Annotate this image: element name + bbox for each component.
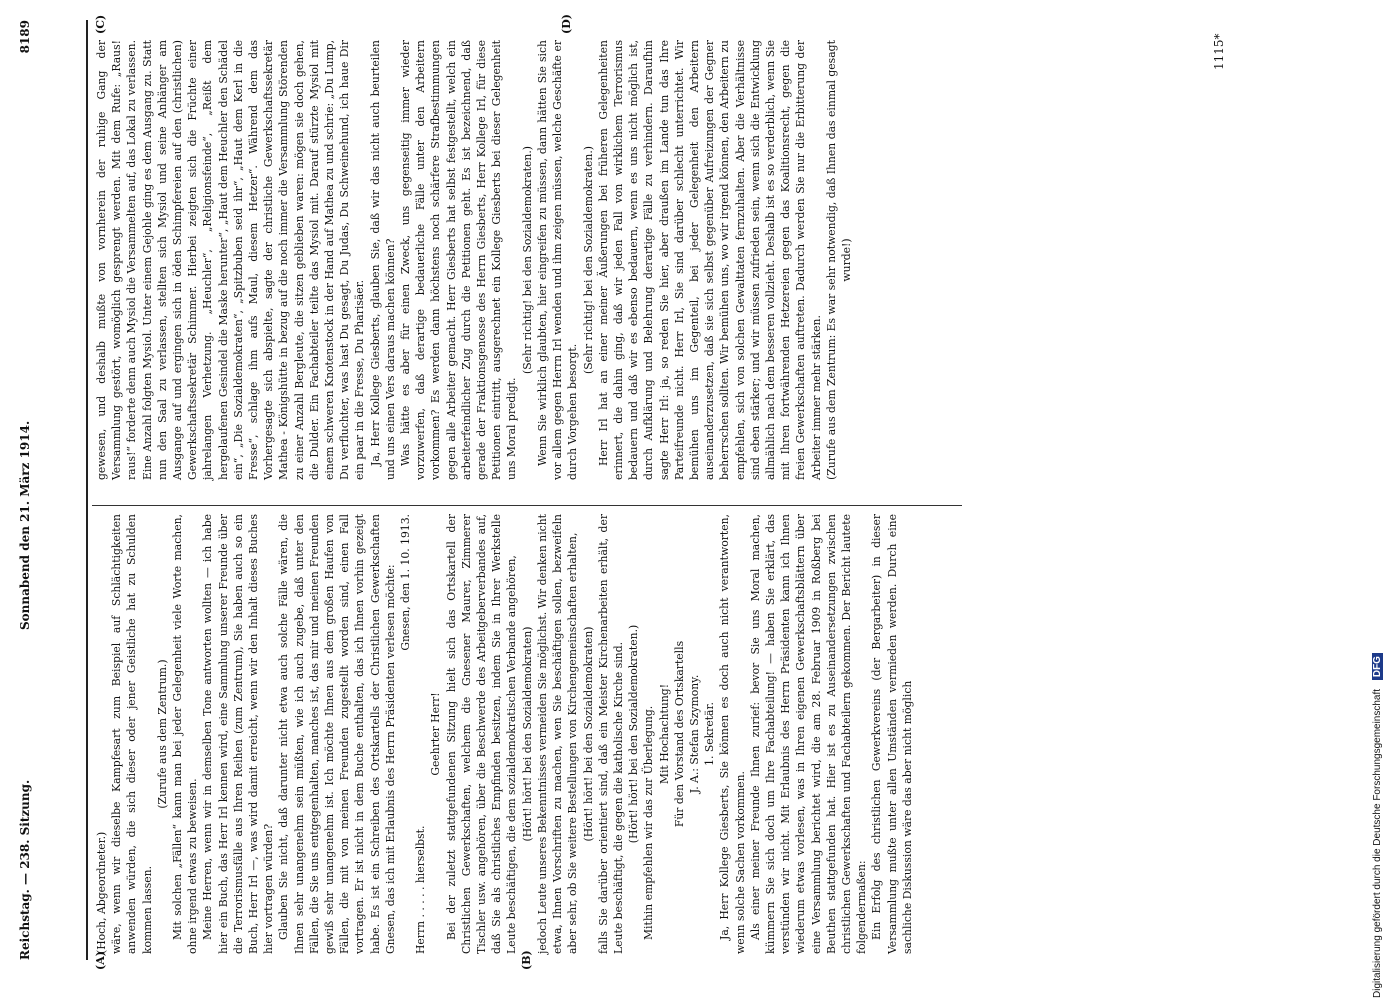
header-left: Reichstag. — 238. Sitzung. — [18, 779, 32, 960]
letter-signature-name: J. A.: Stefan Szymony. — [687, 674, 701, 794]
digitization-text: Digitalisierung gefördert durch die Deutsche Forschungsgemeinschaft — [1372, 688, 1383, 998]
column-separator — [92, 505, 962, 506]
paragraph: wäre, wenn wir dieselbe Kampfesart zum Beispiel auf Schlächtigkeiten anwenden würden, die sich dieser oder jener Geistliche hat zu Schulden kommen lassen. — [110, 514, 154, 954]
left-column — [94, 514, 915, 954]
margin-marker-c: (C) — [94, 14, 107, 34]
paragraph: Wenn Sie wirklich glaubten, hier eingreifen zu müssen, dann hätten Sie sich vor allem gegen Herrn Irl wenden und ihm zeigen müssen, welche Geschäfte er durch Vorgehen besorgt. — [535, 40, 580, 480]
right-column — [94, 40, 854, 480]
interjection: (Sehr richtig! bei den Sozialdemokraten.) — [520, 146, 534, 374]
running-header — [0, 20, 44, 960]
speaker-tag: (Hoch, Abgeordneter.) — [95, 831, 108, 954]
letter-body: falls Sie darüber orientiert sind, daß ein Meister Kirchenarbeiten erhält, der Leute beschäftigt, die gegen die katholische Kirche sind. — [596, 514, 625, 954]
letter-date: Gnesen, den 1. 10. 1913. — [399, 514, 413, 651]
letter-salutation: Geehrter Herr! — [429, 692, 443, 776]
paragraph: Was hätte es aber für einen Zweck, uns gegenseitig immer wieder vorzuwerfen, daß derartige bedauerliche Fälle unter den Arbeitern vorkommen? Es werden dann höchstens noch schärfere Strafbestimmungen gegen alle Arbeiter gemacht. Herr Giesberts hat selbst festgestellt, welch ein arbeiterfeindlicher Zug durch die Petitionen geht. Es ist bezeichnend, daß gerade der Fraktionsgenosse des Herrn Giesberts, Herr Kollege Irl, für diese Petitionen eintritt, ausgerechnet ein Kollege Giesberts bei dieser Gelegenheit uns Moral predigt. — [399, 40, 519, 480]
interjection: (Hört! hört! bei den Sozialdemokraten) — [520, 626, 534, 842]
paragraph: Mit solchen „Fällen“ kann man bei jeder Gelegenheit viele Worte machen, ohne irgend etwas zu beweisen. — [171, 514, 200, 954]
paragraph: Meine Herren, wenn wir in demselben Tone antworten wollten — ich habe hier ein Buch, das Herr Irl kennen wird, eine Sammlung unserer Freunde über die Terrorismusfälle aus Ihren Reihen (zum Zentrum), Sie haben auch so ein Buch, Herr Irl —, was wird damit erreicht, wenn wir den Inhalt dieses Buches hier vortragen würden? — [201, 514, 276, 954]
paragraph: Als einer meiner Freunde Ihnen zurief: bevor Sie uns Moral machen, kümmern Sie sich doch um Ihre Fachabteilung! — haben Sie erklärt, das verstünden wir nicht. Mit Erlaubnis des Herrn Präsidenten kann ich Ihnen wiederum etwas vorlesen, was in Ihren eigenen Gewerkschaftsblättern über eine Versammlung berichtet wird, die am 28. Februar 1909 in Roßberg bei Beuthen stattgefunden hat. Hier ist es zu Auseinandersetzungen zwischen christlichen Gewerkschaften und Fachabteilern gekommen. Der Bericht lautete folgendermaßen: — [748, 514, 869, 954]
margin-marker-d: (D) — [560, 14, 573, 34]
interjection: (Hört! hört! bei den Sozialdemokraten) — [581, 626, 595, 842]
letter-body: Bei der zuletzt stattgefundenen Sitzung hielt sich das Ortskartell der Christlichen Gewerkschaften, welchem die Gnesener Maurer, Zimmerer Tischler usw. angehören, über die Beschwerde des Arbeitgeberverbandes auf, daß Sie als christliches Empfinden besitzen, indem Sie in Ihrer Werkstelle Leute beschäftigen, die dem sozialdemokratischen Verbande angehören, — [444, 514, 519, 954]
letter-closing: Mit Hochachtung! — [657, 683, 671, 785]
page-signature: 1115* — [1212, 33, 1226, 70]
paragraph: Ja, Herr Kollege Giesberts, glauben Sie, daß wir das nicht auch beurteilen und uns einen Vers daraus machen können? — [368, 40, 397, 480]
paragraph: Glauben Sie nicht, daß darunter nicht etwa auch solche Fälle wären, die Ihnen sehr unangenehm sein müßten, wie ich auch zugebe, daß unter den Fällen, die Sie uns entgegenhalten, manches ist, das mir und meinen Freunden gewiß sehr unangenehm ist. Ich möchte Ihnen aus dem großen Haufen von Fällen, die mit von meinen Freunden zugestellt worden sind, einen Fall vortragen. Er ist nicht in dem Buche enthalten, das ich Ihnen vorhin gezeigt habe. Es ist ein Schreiben des Ortskartells der Christlichen Gewerkschaften Gnesen, das ich mit Erlaubnis des Herrn Präsidenten verlesen möchte: — [277, 514, 397, 954]
header-rule — [86, 20, 88, 960]
margin-marker-a: (A) — [94, 951, 107, 970]
quote: Ein Erfolg des christlichen Gewerkvereins (der Bergarbeiter) in dieser Versammlung mußte unter allen Umständen vermieden werden. Durch eine sachliche Diskussion wäre das aber nicht möglich — [870, 514, 914, 954]
header-center: Sonnabend den 21. März 1914. — [18, 420, 32, 630]
interjection: (Zurufe aus dem Zentrum.) — [155, 659, 169, 809]
page-number: 8189 — [18, 20, 32, 54]
digitization-note — [1372, 8, 1383, 998]
interjection: (Hört! hört! bei den Sozialdemokraten.) — [627, 624, 641, 844]
dfg-logo: DFG — [1372, 653, 1383, 680]
quote: gewesen, und deshalb mußte von vornherein der ruhige Gang der Versammlung gestört, womöglich gesprengt werden. Mit dem Rufe: „Raus! raus!“ forderte denn auch Mysiol die Versammelten auf, das Lokal zu verlassen. Eine Anzahl folgten Mysiol. Unter einem Gejohle ging es dem Ausgang zu. Statt nun den Saal zu verlassen, stellten sich Mysiol und seine Anhänger am Ausgange auf und ergingen sich in öden Schimpfereien auf den (christlichen) Gewerkschaftssekretär Schimmer. Hierbei zeigten sich die Früchte einer jahrelangen Verhetzung. „Heuchler“, „Religionsfeinde“, „Reißt dem hergelaufenen Gesindel die Maske herunter“, „Haut dem Heuchler den Schädel ein“, „Die Sozialdemokraten“, „Spitzbuben seid ihr“, „Haut dem Kerl in die Fresse“, schlage ihm aufs Maul, diesem Hetzer“. Während dem das Vorhergesagte sich abspielte, sagte der christliche Gewerkschaftssekretär Mathea - Königshütte in bezug auf die noch immer die Versammlung Störenden zu einer Anzahl Bergleute, die sitzen geblieben waren: mögen sie doch gehen, die Dulder. Ein Fachabteiler teilte das Mysiol mit. Darauf stürzte Mysiol mit einem schweren Knotenstock in der Hand auf Mathea zu und schrie: „Du Lump, Du verfluchter, was hast Du gesagt, Du Judas, Du Schweinehund, ich haue Dir ein paar in die Fresse, Du Pharisäer. — [95, 40, 367, 480]
interjection: (Sehr richtig! bei den Sozialdemokraten.) — [581, 146, 595, 374]
paragraph: Herr Irl hat an einer meiner Äußerungen bei früheren Gelegenheiten erinnert, die dahin ging, daß wir jeden Fall von wirklichem Terrorismus bedauern und daß wir es ebenso bedauern, wenn es uns nicht möglich ist, durch Aufklärung und Belehrung derartige Fälle zu verhindern. Daraufhin sagte Herr Irl: ja, so reden Sie hier, aber draußen im Lande tun das Ihre Parteifreunde nicht. Herr Irl, Sie sind darüber schlecht unterrichtet. Wir bemühen uns im Gegenteil, bei jeder Gelegenheit den Arbeitern auseinanderzusetzen, daß sie sich selbst gegenüber Aufreizungen der Gegner beherrschen sollten. Wir bemühen uns, wo wir irgend können, den Arbeitern zu empfehlen, sich von solchen Gewalttaten fernzuhalten. Aber die Verhältnisse sind eben stärker; und wir müssen zufrieden sein, wenn sich die Entwicklung allmählich nach dem besseren vollzieht. Deshalb ist es so verderblich, wenn Sie mit Ihren fortwährenden Hetzereien gegen das Koalitionsrecht, gegen die freien Gewerkschaften auftreten. Dadurch werden Sie nur die Erbitterung der Arbeiter immer mehr stärken. — [596, 40, 823, 480]
interjection: (Zurufe aus dem Zentrum: Es war sehr notwendig, daß Ihnen das einmal gesagt wurde!) — [824, 40, 853, 480]
letter-signature-title: 1. Sekretär. — [703, 702, 717, 766]
letter-signature-line: Für den Vorstand des Ortskartells — [672, 640, 686, 828]
letter-addressee: Herrn . . . . . hierselbst. — [414, 825, 428, 954]
letter-body: Mithin empfehlen wir das zur Überlegung. — [642, 705, 656, 940]
paragraph: Ja, Herr Kollege Giesberts, Sie können es doch auch nicht verantworten, wenn solche Sachen vorkommen. — [718, 514, 747, 954]
letter-body: jedoch Leute unseres Bekenntnisses vermeiden Sie möglichst. Wir denken nicht etwa, Ihnen Vorschriften zu machen, wen Sie beschäftigen sollen, bezweifeln aber sehr, ob Sie weitere Bestellungen von Kirchengemeinschaften erhalten, — [535, 514, 580, 954]
margin-marker-b: (B) — [520, 950, 533, 970]
